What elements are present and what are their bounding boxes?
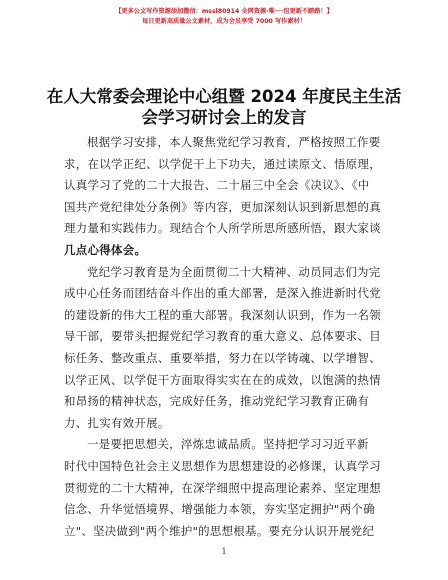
promo-line-2: 每日更新高质量公文素材，成为会员享受 7000 写作素材！ <box>142 18 306 25</box>
promo-banner <box>0 7 448 27</box>
text-line: 标任务、整改重点、重要举措，努力在以学铸魂、以学增智、 <box>64 350 381 365</box>
text-line: 成中心任务而团结奋斗作出的重大部署，是深入推进新时代党 <box>64 286 381 301</box>
text-line: 党纪学习教育是为全面贯彻二十大精神、动员同志们为完 <box>87 264 381 279</box>
paragraph <box>64 434 388 542</box>
document-title <box>40 86 408 128</box>
text-line: 国共产党纪律处分条例》等内容，更加深刻认识到新思想的真 <box>64 199 381 214</box>
text-line: 理力量和实践伟力。现结合个人所学所思所感所悟，跟大家谈 <box>64 221 381 236</box>
text-line: 导干部，要带头把握党纪学习教育的重大意义、总体要求、目 <box>64 329 381 344</box>
title-line-1: 在人大常委会理论中心组暨 2024 年度民主生活 <box>46 87 402 106</box>
title-line-2: 会学习研讨会上的发言 <box>141 108 307 127</box>
text-line-bold: 几点心得体会。 <box>64 242 147 257</box>
text-line: 一是要把思想关，淬炼忠诚品质。坚持把学习习近平新 <box>87 437 369 452</box>
text-line: 和昂扬的精神状态，完成好任务，推动党纪学习教育正确有 <box>64 394 370 409</box>
paragraph <box>64 132 388 262</box>
document-body <box>64 132 388 542</box>
text-line: 根据学习安排，本人聚焦党纪学习教育，严格按照工作要 <box>87 135 381 149</box>
text-line: 求，在以学正纪、以学促干上下功夫，通过读原文、悟原理， <box>64 156 381 171</box>
page-number: 1 <box>221 547 227 556</box>
text-line: 信念、升华觉悟境界、增强能力本领，夯实坚定拥护"两个确 <box>64 502 375 517</box>
paragraph <box>64 262 388 435</box>
promo-line-1: 【更多公文写作资源添加微信：mssl80914 全网资源·唯一·包更新不踏路！】 <box>115 8 333 15</box>
text-line: 立"、坚决做到"两个维护"的思想根基。要充分认识开展党纪 <box>64 523 375 538</box>
text-line: 的建设新的伟大工程的重大部署。我深刻认识到，作为一名领 <box>64 307 381 322</box>
text-line: 贯彻党的二十大精神，在深学细照中提高理论素养、坚定理想 <box>64 480 381 495</box>
text-line: 认真学习了党的二十大报告、二十届三中全会《决议》、《中 <box>64 178 370 193</box>
text-line: 时代中国特色社会主义思想作为思想建设的必修课，认真学习 <box>64 458 381 473</box>
text-line: 力、扎实有效开展。 <box>64 415 170 430</box>
text-line: 以学正风、以学促干方面取得实实在在的成效，以饱满的热情 <box>64 372 381 387</box>
